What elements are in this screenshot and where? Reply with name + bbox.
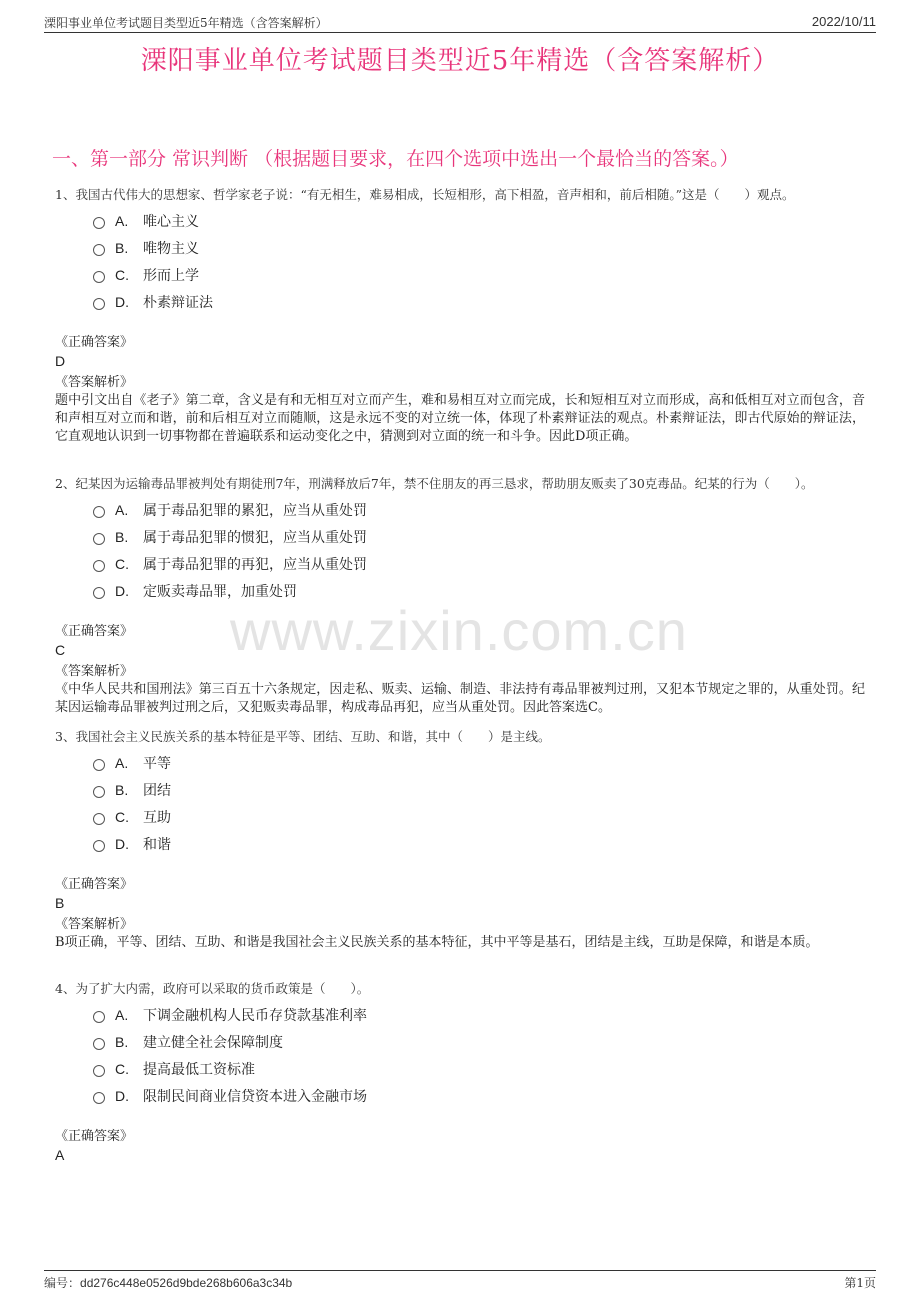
explanation-label: 《答案解析》 bbox=[55, 375, 134, 390]
option-d[interactable]: D. 限制民间商业信贷资本进入金融市场 bbox=[93, 1083, 865, 1110]
radio-icon[interactable] bbox=[93, 560, 105, 572]
options-list bbox=[55, 497, 865, 605]
option-c[interactable]: C. 形而上学 bbox=[93, 262, 865, 289]
correct-answer-value: A bbox=[55, 1147, 65, 1163]
question-2 bbox=[55, 475, 865, 717]
options-list bbox=[55, 1002, 865, 1110]
question-text: 1、我国古代伟大的思想家、哲学家老子说：“有无相生，难易相成，长短相形，高下相盈，音声相和，前后相随。”这是（ ）观点。 bbox=[55, 187, 795, 202]
header-doc-name: 溧阳事业单位考试题目类型近5年精选（含答案解析） bbox=[44, 16, 328, 30]
option-c[interactable]: C. 属于毒品犯罪的再犯，应当从重处罚 bbox=[93, 551, 865, 578]
option-b[interactable]: B. 属于毒品犯罪的惯犯，应当从重处罚 bbox=[93, 524, 865, 551]
radio-icon[interactable] bbox=[93, 271, 105, 283]
radio-icon[interactable] bbox=[93, 244, 105, 256]
explanation-text: B项正确，平等、团结、互助、和谐是我国社会主义民族关系的基本特征，其中平等是基石，团结是主线，互助是保障，和谐是本质。 bbox=[55, 935, 819, 950]
radio-icon[interactable] bbox=[93, 840, 105, 852]
page-footer bbox=[44, 1270, 876, 1291]
radio-icon[interactable] bbox=[93, 587, 105, 599]
document-code: 编号：dd276c448e0526d9bde268b606a3c34b bbox=[44, 1276, 293, 1290]
option-d[interactable]: D. 定贩卖毒品罪，加重处罚 bbox=[93, 578, 865, 605]
question-3 bbox=[55, 728, 865, 952]
radio-icon[interactable] bbox=[93, 298, 105, 310]
options-list bbox=[55, 750, 865, 858]
radio-icon[interactable] bbox=[93, 1038, 105, 1050]
watermark: www.zixin.com.cn bbox=[230, 599, 688, 662]
option-b[interactable]: B. 唯物主义 bbox=[93, 235, 865, 262]
document-title: 溧阳事业单位考试题目类型近5年精选（含答案解析） bbox=[140, 46, 780, 76]
explanation-text: 《中华人民共和国刑法》第三百五十六条规定，因走私、贩卖、运输、制造、非法持有毒品罪被判过刑，又犯本节规定之罪的，从重处罚。纪某因运输毒品罪被判过刑之后，又犯贩卖毒品罪，构成毒品再犯，应当从重处罚。因此答案选C。 bbox=[55, 682, 865, 715]
question-text: 3、我国社会主义民族关系的基本特征是平等、团结、互助、和谐，其中（ ）是主线。 bbox=[55, 729, 551, 744]
option-c[interactable]: C. 互助 bbox=[93, 804, 865, 831]
question-1 bbox=[55, 186, 865, 446]
radio-icon[interactable] bbox=[93, 533, 105, 545]
question-text: 4、为了扩大内需，政府可以采取的货币政策是（ ）。 bbox=[55, 981, 370, 996]
radio-icon[interactable] bbox=[93, 813, 105, 825]
radio-icon[interactable] bbox=[93, 1065, 105, 1077]
page-header bbox=[44, 12, 876, 33]
option-a[interactable]: A. 唯心主义 bbox=[93, 208, 865, 235]
question-text: 2、纪某因为运输毒品罪被判处有期徒刑7年，刑满释放后7年，禁不住朋友的再三恳求，帮助朋友贩卖了30克毒品。纪某的行为（ ）。 bbox=[55, 476, 814, 491]
options-list bbox=[55, 208, 865, 316]
page-number: 第1页 bbox=[844, 1276, 876, 1290]
option-a[interactable]: A. 属于毒品犯罪的累犯，应当从重处罚 bbox=[93, 497, 865, 524]
option-a[interactable]: A. 平等 bbox=[93, 750, 865, 777]
option-a[interactable]: A. 下调金融机构人民币存贷款基准利率 bbox=[93, 1002, 865, 1029]
correct-answer-label: 《正确答案》 bbox=[55, 624, 134, 639]
correct-answer-value: C bbox=[55, 642, 66, 658]
option-d[interactable]: D. 朴素辩证法 bbox=[93, 289, 865, 316]
correct-answer-value: B bbox=[55, 895, 65, 911]
explanation-label: 《答案解析》 bbox=[55, 664, 134, 679]
correct-answer-label: 《正确答案》 bbox=[55, 335, 134, 350]
radio-icon[interactable] bbox=[93, 759, 105, 771]
explanation-label: 《答案解析》 bbox=[55, 917, 134, 932]
radio-icon[interactable] bbox=[93, 506, 105, 518]
option-d[interactable]: D. 和谐 bbox=[93, 831, 865, 858]
radio-icon[interactable] bbox=[93, 786, 105, 798]
radio-icon[interactable] bbox=[93, 1011, 105, 1023]
correct-answer-label: 《正确答案》 bbox=[55, 877, 134, 892]
option-c[interactable]: C. 提高最低工资标准 bbox=[93, 1056, 865, 1083]
option-b[interactable]: B. 建立健全社会保障制度 bbox=[93, 1029, 865, 1056]
section-title: 一、第一部分 常识判断 （根据题目要求，在四个选项中选出一个最恰当的答案。） bbox=[52, 148, 739, 170]
question-4 bbox=[55, 980, 865, 1164]
correct-answer-value: D bbox=[55, 353, 66, 369]
radio-icon[interactable] bbox=[93, 217, 105, 229]
radio-icon[interactable] bbox=[93, 1092, 105, 1104]
correct-answer-label: 《正确答案》 bbox=[55, 1129, 134, 1144]
header-date: 2022/10/11 bbox=[811, 14, 876, 29]
explanation-text: 题中引文出自《老子》第二章，含义是有和无相互对立而产生，难和易相互对立而完成，长和短相互对立而形成，高和低相互对立而包含，音和声相互对立而和谐，前和后相互对立而随顺，这是永远不变的对立统一体，体现了朴素辩证法的观点。朴素辩证法，即古代原始的辩证法，它直观地认识到一切事物都在普遍联系和运动变化之中，猜测到对立面的统一和斗争。因此D项正确。 bbox=[55, 393, 865, 444]
option-b[interactable]: B. 团结 bbox=[93, 777, 865, 804]
